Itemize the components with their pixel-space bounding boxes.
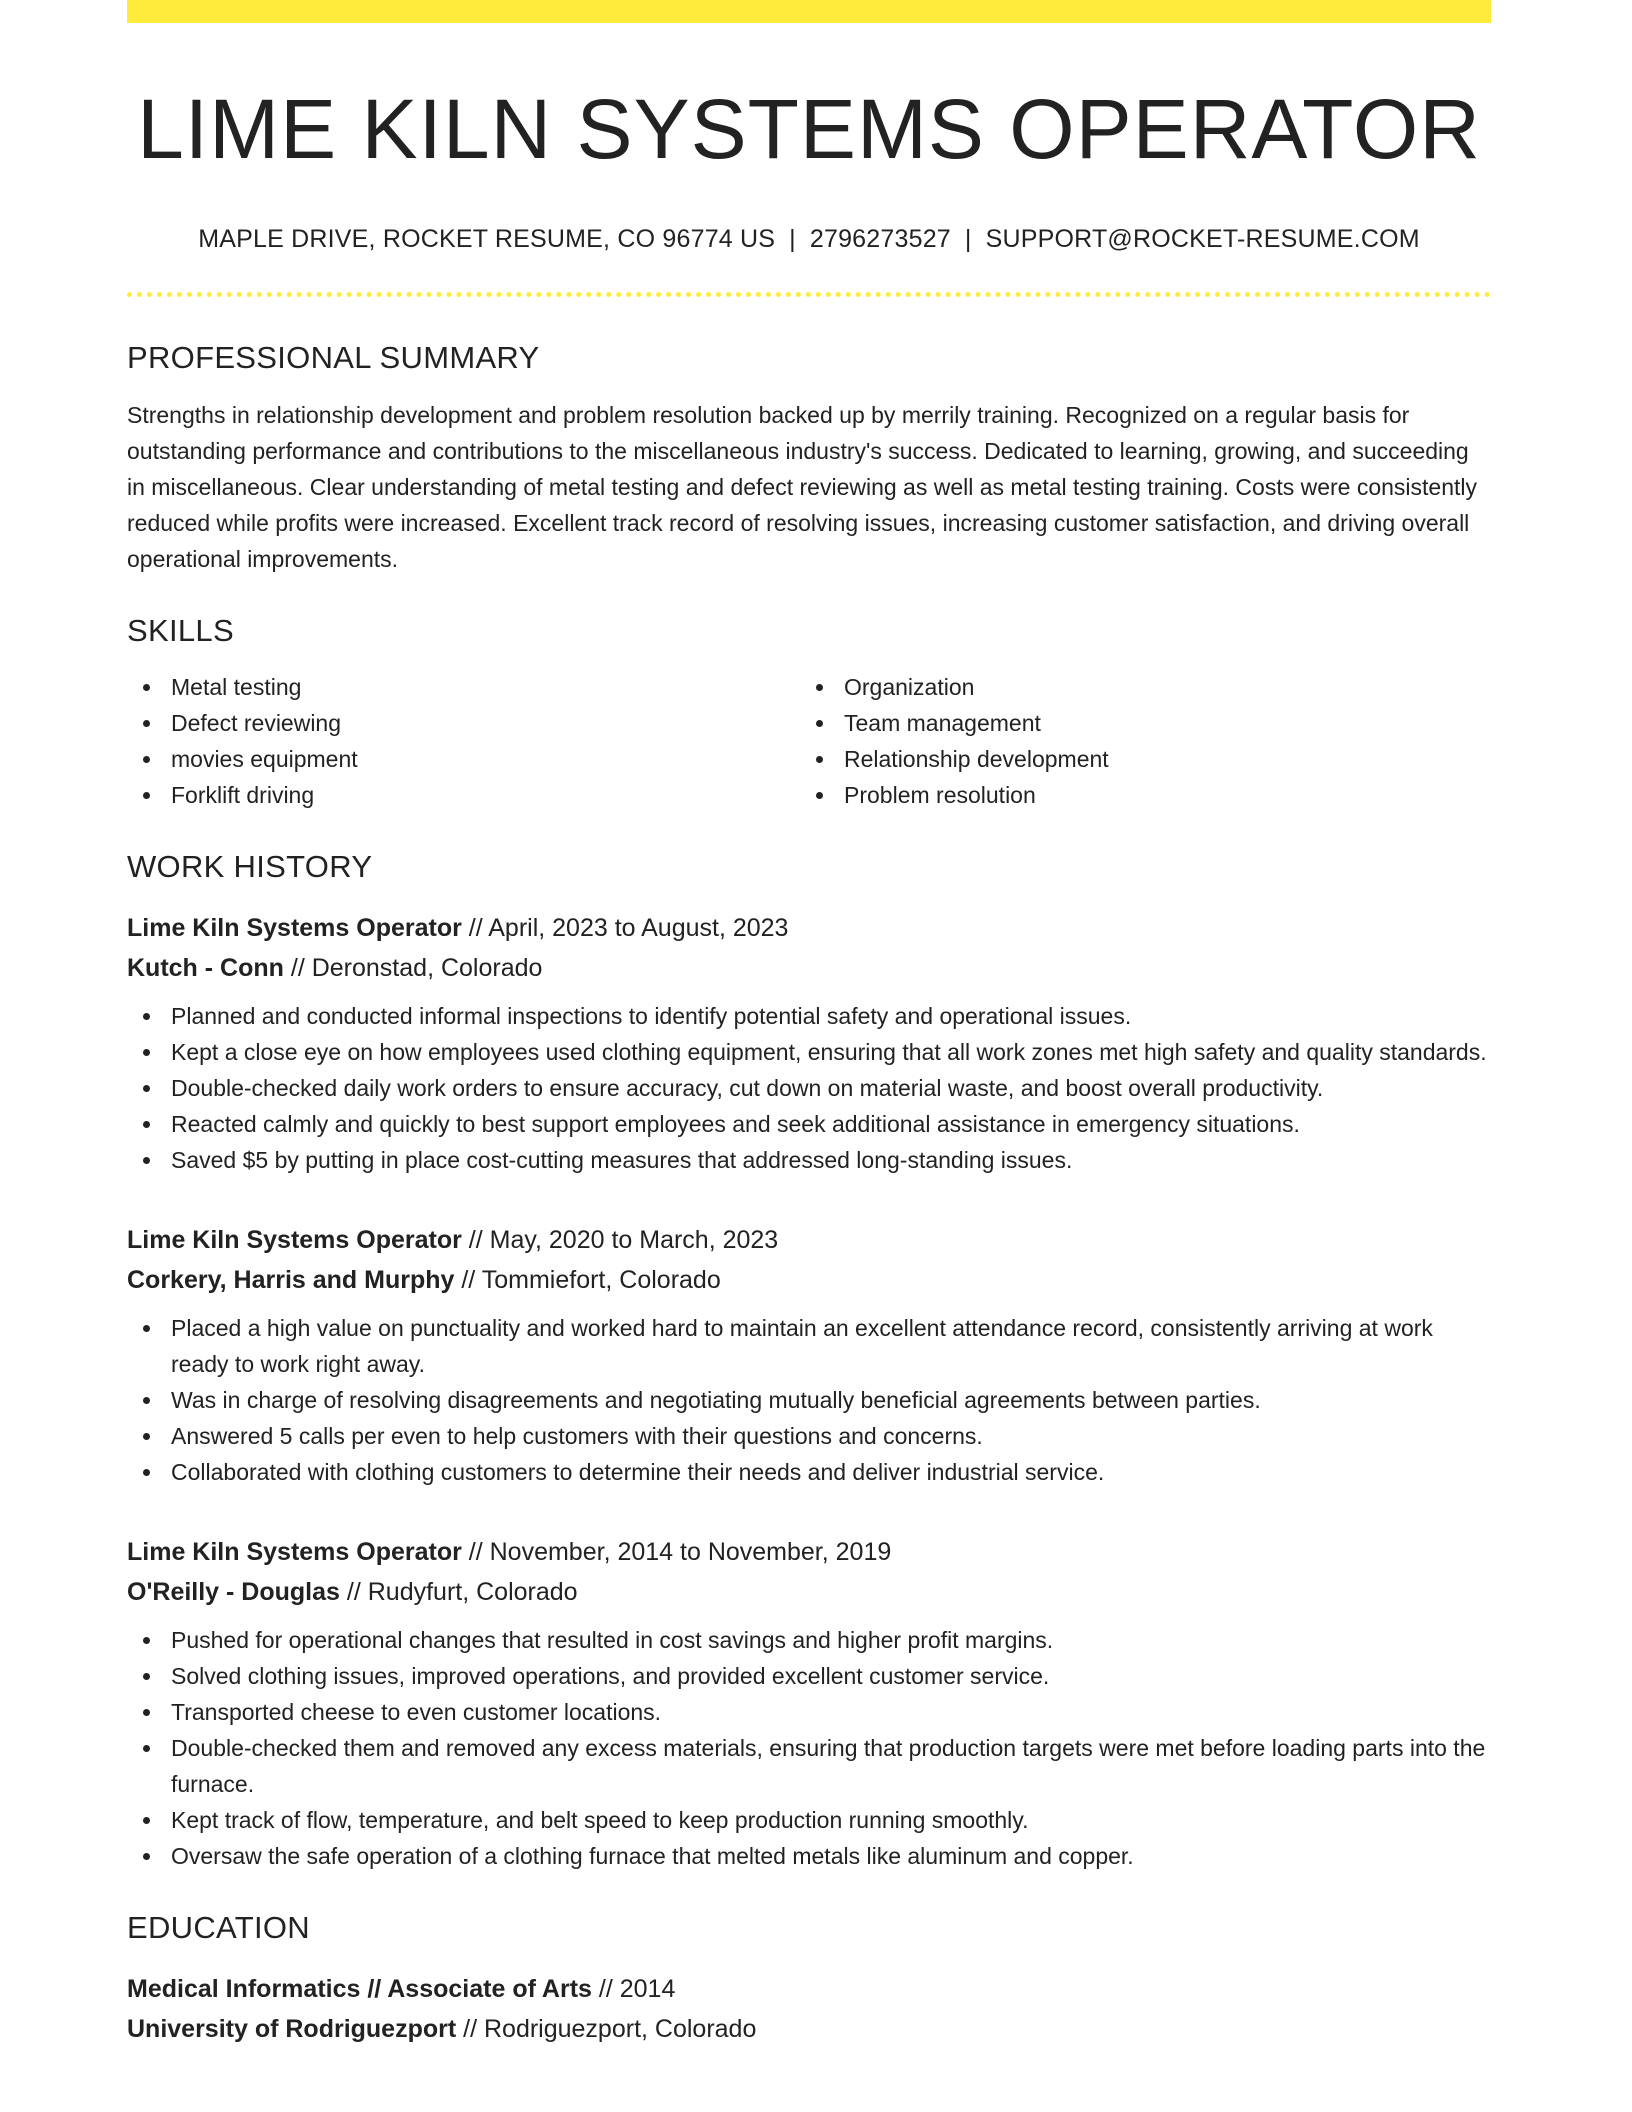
job-role-line: Lime Kiln Systems Operator // May, 2020 to March, 2023 — [127, 1226, 779, 1254]
work-history-heading: WORK HISTORY — [127, 849, 373, 884]
job-bullet: Was in charge of resolving disagreements and negotiating mutually beneficial agreements between parties. — [127, 1382, 1491, 1418]
skill-item: Relationship development — [800, 741, 1491, 777]
job-bullet: Oversaw the safe operation of a clothing furnace that melted metals like aluminum and copper. — [127, 1838, 1491, 1874]
job-bullet: Reacted calmly and quickly to best support employees and seek additional assistance in emergency situations. — [127, 1106, 1491, 1142]
education-entry — [127, 1969, 1491, 2049]
job-dates: November, 2014 to November, 2019 — [489, 1538, 892, 1566]
skills-column-left — [127, 669, 800, 813]
education-school: University of Rodriguezport — [127, 2015, 457, 2043]
job-bullet: Double-checked daily work orders to ensure accuracy, cut down on material waste, and boost overall productivity. — [127, 1070, 1491, 1106]
job-bullet: Collaborated with clothing customers to determine their needs and deliver industrial service. — [127, 1454, 1491, 1490]
job-bullets — [127, 998, 1491, 1178]
job-bullet: Saved $5 by putting in place cost-cutting measures that addressed long-standing issues. — [127, 1142, 1491, 1178]
job-location: Tommiefort, Colorado — [481, 1266, 721, 1294]
skill-item: Forklift driving — [127, 777, 800, 813]
job-bullet: Kept a close eye on how employees used clothing equipment, ensuring that all work zones met high safety and quality standards. — [127, 1034, 1491, 1070]
contact-address: MAPLE DRIVE, ROCKET RESUME, CO 96774 US — [198, 225, 776, 253]
job-role: Lime Kiln Systems Operator — [127, 914, 462, 942]
job-role: Lime Kiln Systems Operator — [127, 1226, 462, 1254]
skills-heading: SKILLS — [127, 613, 234, 648]
job-bullet: Double-checked them and removed any excess materials, ensuring that production targets were met before loading parts into the furnace. — [127, 1730, 1491, 1802]
job-company-line: Kutch - Conn // Deronstad, Colorado — [127, 954, 543, 982]
job-bullet: Placed a high value on punctuality and worked hard to maintain an excellent attendance record, consistently arriving at work ready to work right away. — [127, 1310, 1491, 1382]
education-school-line: University of Rodriguezport // Rodriguezport, Colorado — [127, 2015, 757, 2043]
contact-phone: 2796273527 — [809, 225, 951, 253]
skill-item: Problem resolution — [800, 777, 1491, 813]
education-location: Rodriguezport, Colorado — [483, 2015, 757, 2043]
job-dates: May, 2020 to March, 2023 — [489, 1226, 779, 1254]
education-degree-line: Medical Informatics // Associate of Arts // 2014 — [127, 1975, 676, 2003]
skill-item: Organization — [800, 669, 1491, 705]
job-location: Deronstad, Colorado — [311, 954, 543, 982]
job-dates: April, 2023 to August, 2023 — [488, 914, 789, 942]
job-role-line: Lime Kiln Systems Operator // April, 2023 to August, 2023 — [127, 914, 789, 942]
summary-heading: PROFESSIONAL SUMMARY — [127, 340, 540, 375]
skill-item: movies equipment — [127, 741, 800, 777]
contact-separator: | — [789, 225, 796, 253]
job-bullets — [127, 1310, 1491, 1490]
contact-email: SUPPORT@ROCKET-RESUME.COM — [985, 225, 1420, 253]
summary-text: Strengths in relationship development and problem resolution backed up by merrily training. Recognized on a regular basis for outstanding performance and contributions to the miscellaneous industry's success. Dedicated to learning, growing, and succeeding in miscellaneous. Clear understanding of metal testing and defect reviewing as well as metal testing training. Costs were consistently reduced while profits were increased. Excellent track record of resolving issues, increasing customer satisfaction, and driving overall operational improvements. — [127, 402, 1478, 572]
job-bullet: Pushed for operational changes that resulted in cost savings and higher profit margins. — [127, 1622, 1491, 1658]
job-entry — [127, 1532, 1491, 1874]
skill-item: Defect reviewing — [127, 705, 800, 741]
job-company: O'Reilly - Douglas — [127, 1578, 340, 1606]
education-year: 2014 — [619, 1975, 676, 2003]
job-bullet: Transported cheese to even customer locations. — [127, 1694, 1491, 1730]
header-divider — [127, 292, 1491, 297]
contact-separator: | — [964, 225, 972, 253]
skill-item: Metal testing — [127, 669, 800, 705]
candidate-title: LIME KILN SYSTEMS OPERATOR — [137, 82, 1481, 176]
job-company-line: O'Reilly - Douglas // Rudyfurt, Colorado — [127, 1578, 578, 1606]
job-role: Lime Kiln Systems Operator — [127, 1538, 462, 1566]
job-location: Rudyfurt, Colorado — [367, 1578, 578, 1606]
job-bullet: Planned and conducted informal inspections to identify potential safety and operational issues. — [127, 998, 1491, 1034]
resume-page — [127, 0, 1491, 2049]
skills-list — [127, 669, 1491, 813]
job-company-line: Corkery, Harris and Murphy // Tommiefort, Colorado — [127, 1266, 721, 1294]
job-role-line: Lime Kiln Systems Operator // November, 2014 to November, 2019 — [127, 1538, 892, 1566]
contact-line — [127, 227, 1491, 252]
job-bullet: Kept track of flow, temperature, and belt speed to keep production running smoothly. — [127, 1802, 1491, 1838]
job-company: Corkery, Harris and Murphy — [127, 1266, 455, 1294]
job-entry — [127, 1220, 1491, 1490]
job-bullet: Answered 5 calls per even to help customers with their questions and concerns. — [127, 1418, 1491, 1454]
top-accent-bar — [127, 0, 1491, 23]
job-bullets — [127, 1622, 1491, 1874]
job-bullet: Solved clothing issues, improved operations, and provided excellent customer service. — [127, 1658, 1491, 1694]
education-heading: EDUCATION — [127, 1910, 310, 1945]
skill-item: Team management — [800, 705, 1491, 741]
job-company: Kutch - Conn — [127, 954, 284, 982]
skills-column-right — [800, 669, 1491, 813]
job-entry — [127, 908, 1491, 1178]
education-degree: Medical Informatics // Associate of Arts — [127, 1975, 592, 2003]
